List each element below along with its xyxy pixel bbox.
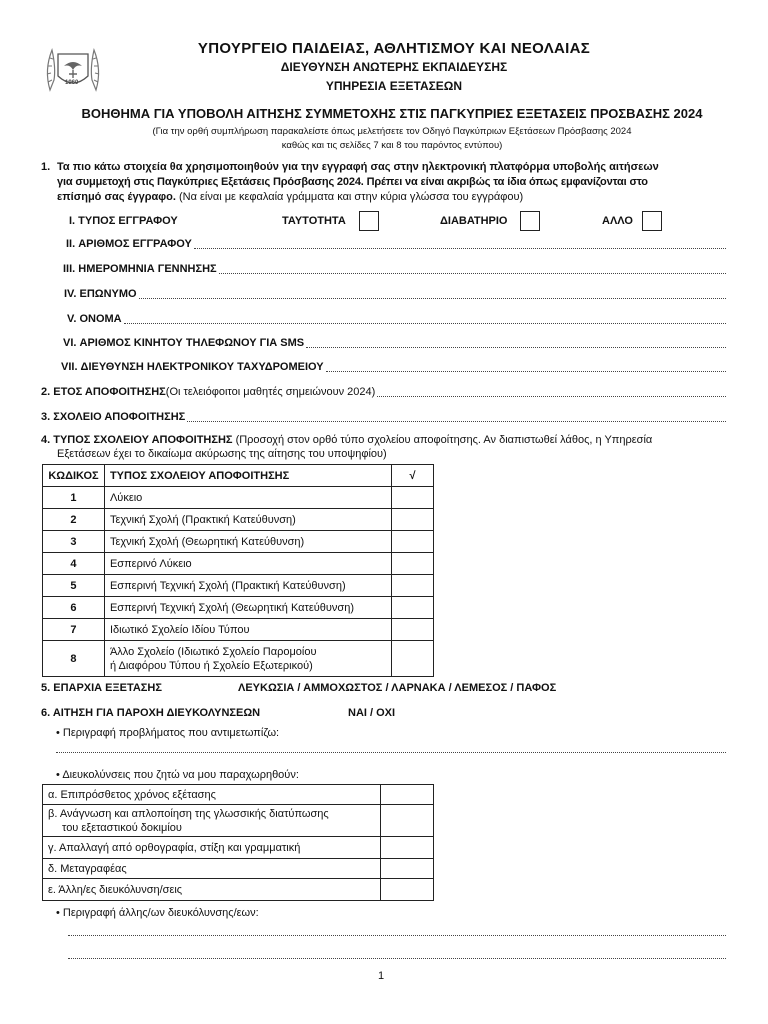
birth-date-label: III. ΗΜΕΡΟΜΗΝΙΑ ΓΕΝΝΗΣΗΣ	[63, 263, 217, 275]
row-check-cell[interactable]	[392, 553, 434, 575]
exam-district-label: 5. ΕΠΑΡΧΙΑ ΕΞΕΤΑΣΗΣ	[41, 682, 162, 694]
other-accommodation-line-2[interactable]	[68, 958, 726, 959]
section1-line-1: Τα πιο κάτω στοιχεία θα χρησιμοποιηθούν για την εγγραφή σας στην ηλεκτρονική πλατφόρμα υποβολής αιτήσεων	[57, 161, 659, 173]
accommodation-item: γ. Απαλλαγή από ορθογραφία, στίξη και γραμματική	[43, 837, 381, 859]
requested-accommodations-text: Διευκολύνσεις που ζητώ να μου παραχωρηθούν:	[62, 769, 299, 781]
row-code: 3	[43, 531, 105, 553]
row-code: 6	[43, 597, 105, 619]
row-code: 7	[43, 619, 105, 641]
row-code: 5	[43, 575, 105, 597]
col-check-header: √	[392, 465, 434, 487]
accommodation-check-cell[interactable]	[381, 785, 434, 805]
directorate-name: ΔΙΕΥΘΥΝΣΗ ΑΝΩΤΕΡΗΣ ΕΚΠΑΙΔΕΥΣΗΣ	[280, 60, 508, 74]
page-title: ΒΟΗΘΗΜΑ ΓΙΑ ΥΠΟΒΟΛΗ ΑΙΤΗΣΗΣ ΣΥΜΜΕΤΟΧΗΣ ΣΤΙΣ ΠΑΓΚΥΠΡΙΕΣ ΕΞΕΤΑΣΕΙΣ ΠΡΟΣΒΑΣΗΣ 2024	[81, 106, 703, 121]
school-type-label: 4. ΤΥΠΟΣ ΣΧΟΛΕΙΟΥ ΑΠΟΦΟΙΤΗΣΗΣ	[41, 434, 233, 446]
row-check-cell[interactable]	[392, 509, 434, 531]
problem-description-text: Περιγραφή προβλήματος που αντιμετωπίζω:	[62, 727, 280, 739]
school-label: 3. ΣΧΟΛΕΙΟ ΑΠΟΦΟΙΤΗΣΗΣ	[41, 411, 186, 423]
seal-year: 1960	[65, 80, 79, 86]
table-row	[43, 575, 434, 597]
table-row	[43, 553, 434, 575]
row-type: Τεχνική Σχολή (Θεωρητική Κατεύθυνση)	[104, 531, 391, 553]
option-passport-label: ΔΙΑΒΑΤΗΡΙΟ	[440, 215, 508, 227]
row-type: Λύκειο	[104, 487, 391, 509]
service-name: ΥΠΗΡΕΣΙΑ ΕΞΕΤΑΣΕΩΝ	[325, 79, 463, 93]
table-row	[43, 619, 434, 641]
accommodation-item: α. Επιπρόσθετος χρόνος εξέτασης	[43, 785, 381, 805]
row-type: Τεχνική Σχολή (Πρακτική Κατεύθυνση)	[104, 509, 391, 531]
accommodations-label: 6. ΑΙΤΗΣΗ ΓΙΑ ΠΑΡΟΧΗ ΔΙΕΥΚΟΛΥΝΣΕΩΝ	[41, 707, 261, 719]
section1-line-3-bold: επίσημό σας έγγραφο.	[57, 191, 176, 203]
accommodation-check-cell[interactable]	[381, 879, 434, 901]
table-row	[43, 641, 434, 677]
table-row	[43, 837, 434, 859]
row-check-cell[interactable]	[392, 575, 434, 597]
accommodation-item	[43, 805, 381, 837]
exam-district-options[interactable]: ΛΕΥΚΩΣΙΑ / ΑΜΜΟΧΩΣΤΟΣ / ΛΑΡΝΑΚΑ / ΛΕΜΕΣΟΣ / ΠΑΦΟΣ	[238, 682, 557, 694]
graduation-year-field[interactable]	[41, 386, 726, 400]
row-type: Εσπερινή Τεχνική Σχολή (Πρακτική Κατεύθυνση)	[104, 575, 391, 597]
accommodation-item: ε. Άλλη/ες διευκόλυνση/σεις	[43, 879, 381, 901]
row-check-cell[interactable]	[392, 641, 434, 677]
section1-line-2: για συμμετοχή στις Παγκύπριες Εξετάσεις Πρόσβασης 2024. Πρέπει να είναι ακριβώς τα ίδια όπως εμφανίζονται στο	[57, 176, 648, 188]
col-type-header: ΤΥΠΟΣ ΣΧΟΛΕΙΟΥ ΑΠΟΦΟΙΤΗΣΗΣ	[104, 465, 391, 487]
school-type-note: (Προσοχή στον ορθό τύπο σχολείου αποφοίτησης. Αν διαπιστωθεί λάθος, η Υπηρεσία	[232, 434, 653, 446]
accommodations-table	[42, 784, 434, 901]
accommodation-item-line-1: β. Ανάγνωση και απλοποίηση της γλωσσικής διατύπωσης	[48, 807, 329, 820]
accommodation-check-cell[interactable]	[381, 859, 434, 879]
school-field[interactable]	[41, 411, 726, 425]
subtitle-line-1: (Για την ορθή συμπλήρωση παρακαλείστε όπως μελετήσετε τον Οδηγό Παγκύπριων Εξετάσεων Πρόσβασης 2024	[152, 126, 632, 137]
mobile-phone-label: VI. ΑΡΙΘΜΟΣ ΚΙΝΗΤΟΥ ΤΗΛΕΦΩΝΟΥ ΓΙΑ SMS	[63, 337, 305, 349]
row-code: 2	[43, 509, 105, 531]
row-type: Εσπερινή Τεχνική Σχολή (Θεωρητική Κατεύθυνση)	[104, 597, 391, 619]
problem-description-label	[56, 727, 279, 739]
table-row	[43, 597, 434, 619]
accommodation-check-cell[interactable]	[381, 837, 434, 859]
table-row	[43, 859, 434, 879]
option-id-card-label: ΤΑΥΤΟΤΗΤΑ	[282, 215, 346, 227]
passport-checkbox[interactable]	[520, 211, 540, 231]
school-type-note-2: Εξετάσεων έχει το δικαίωμα ακύρωσης της αίτησης του υποψηφίου)	[57, 448, 387, 460]
row-code: 1	[43, 487, 105, 509]
section1-line-3-note: (Να είναι με κεφαλαία γράμματα και στην κύρια γλώσσα του εγγράφου)	[175, 191, 524, 203]
table-row	[43, 509, 434, 531]
row-code: 4	[43, 553, 105, 575]
row-type-line-2: ή Διαφόρου Τύπου ή Σχολείο Εξωτερικού)	[109, 659, 313, 672]
other-doc-checkbox[interactable]	[642, 211, 662, 231]
accommodation-check-cell[interactable]	[381, 805, 434, 837]
row-check-cell[interactable]	[392, 619, 434, 641]
row-check-cell[interactable]	[392, 487, 434, 509]
table-row	[43, 487, 434, 509]
surname-label: IV. ΕΠΩΝΥΜΟ	[64, 288, 137, 300]
accommodations-options[interactable]: ΝΑΙ / ΟΧΙ	[348, 707, 396, 719]
first-name-field[interactable]	[67, 313, 726, 327]
problem-description-line[interactable]	[56, 752, 726, 753]
graduation-year-note: (Οι τελειόφοιτοι μαθητές σημειώνουν 2024)	[165, 386, 376, 398]
row-type	[104, 641, 391, 677]
school-type-table	[42, 464, 434, 677]
row-type: Ιδιωτικό Σχολείο Ιδίου Τύπου	[104, 619, 391, 641]
other-accommodation-line-1[interactable]	[68, 935, 726, 936]
col-code-header: ΚΩΔΙΚΟΣ	[43, 465, 105, 487]
ministry-name: ΥΠΟΥΡΓΕΙΟ ΠΑΙΔΕΙΑΣ, ΑΘΛΗΤΙΣΜΟΥ ΚΑΙ ΝΕΟΛΑΙΑΣ	[197, 40, 591, 57]
row-check-cell[interactable]	[392, 597, 434, 619]
id-card-checkbox[interactable]	[359, 211, 379, 231]
other-accommodation-label	[56, 907, 259, 919]
row-check-cell[interactable]	[392, 531, 434, 553]
surname-field[interactable]	[64, 288, 726, 302]
graduation-year-label: 2. ΕΤΟΣ ΑΠΟΦΟΙΤΗΣΗΣ	[41, 386, 166, 398]
table-row	[43, 805, 434, 837]
email-label: VII. ΔΙΕΥΘΥΝΣΗ ΗΛΕΚΤΡΟΝΙΚΟΥ ΤΑΧΥΔΡΟΜΕΙΟΥ	[61, 361, 324, 373]
row-code: 8	[43, 641, 105, 677]
document-number-label: II. ΑΡΙΘΜΟΣ ΕΓΓΡΑΦΟΥ	[66, 238, 192, 250]
row-type: Εσπερινό Λύκειο	[104, 553, 391, 575]
table-row	[43, 531, 434, 553]
table-row	[43, 879, 434, 901]
page-number: 1	[378, 970, 385, 982]
table-row	[43, 785, 434, 805]
section1-line-3	[57, 191, 523, 203]
school-type-heading	[41, 434, 727, 446]
option-other-label: ΑΛΛΟ	[602, 215, 633, 227]
accommodation-item-line-2: του εξεταστικού δοκιμίου	[62, 821, 182, 834]
email-field[interactable]	[61, 361, 726, 375]
mobile-phone-field[interactable]	[63, 337, 726, 351]
row-type-line-1: Άλλο Σχολείο (Ιδιωτικό Σχολείο Παρομοίου	[109, 645, 317, 658]
birth-date-field[interactable]	[63, 263, 726, 277]
accommodation-item: δ. Μεταγραφέας	[43, 859, 381, 879]
section1-number: 1.	[41, 161, 51, 173]
document-number-field[interactable]	[66, 238, 726, 252]
subtitle-line-2: καθώς και τις σελίδες 7 και 8 του παρόντος εντύπου)	[281, 140, 503, 151]
requested-accommodations-label	[56, 769, 299, 781]
other-accommodation-text: Περιγραφή άλλης/ων διευκόλυνσης/εων:	[62, 907, 259, 919]
doc-type-label: I. ΤΥΠΟΣ ΕΓΓΡΑΦΟΥ	[69, 215, 178, 227]
first-name-label: V. ΟΝΟΜΑ	[67, 313, 122, 325]
